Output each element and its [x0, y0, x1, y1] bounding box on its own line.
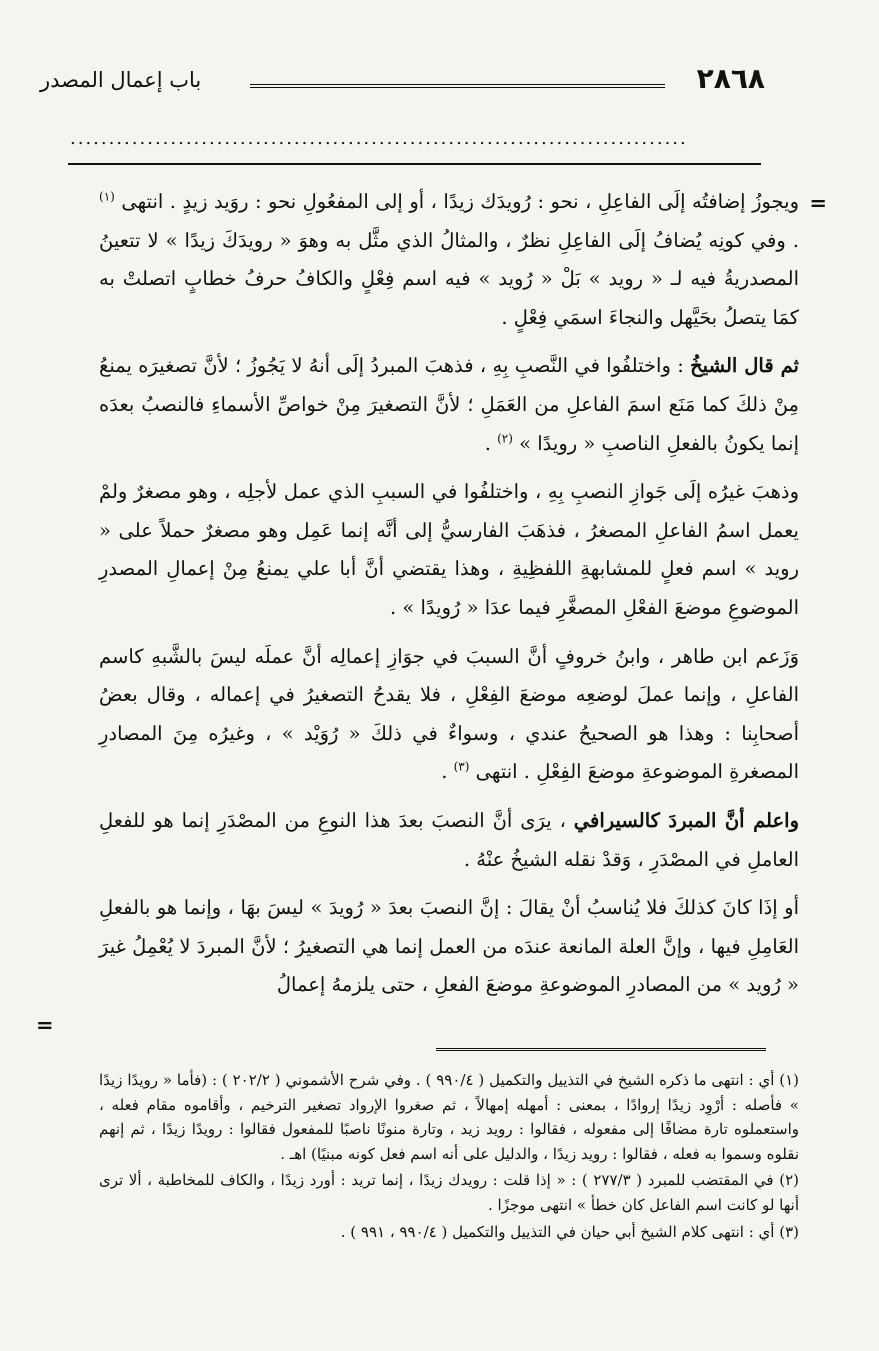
paragraph-text: وَزَعم ابن طاهر ، وابنُ خروفٍ أنَّ السببَ في جوَازِ إعمالِه أنَّ عملَه ليسَ بالشَّبهِ كاسم الفاعلِ ، وإنما عملَ لوضعِه موضعَ الفِعْلِ ، فلا يقدحُ التصغيرُ في إعماله ، وقال بعضُ أصحابِنا : وهذا هو الصحيحُ عندي ، وسواءٌ في ذلكَ « رُوَيْد » ، وغيرُه مِنَ المصادرِ المصغرةِ الموضوعةِ موضعَ الفِعْلِ . انتهى: [99, 644, 799, 784]
header-rule: [250, 84, 665, 88]
separator-rule: [68, 163, 761, 165]
footnote-ref: (٢): [497, 431, 513, 446]
footnote-ref: (١): [99, 189, 115, 204]
continuation-mark-bottom: =: [36, 1012, 54, 1037]
continuation-mark-top: =: [809, 190, 827, 215]
footnote-3: (٣) أي : انتهى كلام الشيخ أبي حيان في التذييل والتكميل ( ٩٩٠/٤ ، ٩٩١ ) .: [340, 1222, 799, 1241]
paragraph-text: وذهبَ غيرُه إلَى جَوازِ النصبِ بِهِ ، واختلفُوا في السببِ الذي عمل لأجلِه ، وهو مصغرٌ ولمْ يعمل اسمُ الفاعلِ المصغرُ ، فذهَبَ الفارسيُّ إلى أنَّه إنما عَمِل وهو مصغرٌ حملاً على « رويد » اسم فعلٍ للمشابهةِ اللفظِيةِ ، وهذا يقتضي أنَّ أبا علي يمنعُ مِنْ إعمالِ المصدرِ الموضوعِ موضعَ الفعْلِ المصغَّرِ فيما عدَا « رُويدًا » .: [99, 480, 799, 619]
dotted-separator: ................................................................................: [70, 128, 688, 149]
paragraph-6: [99, 889, 799, 1005]
main-text: [99, 183, 799, 1005]
footnote-1: (١) أي : انتهى ما ذكره الشيخ في التذييل والتكميل ( ٩٩٠/٤ ) . وفي شرح الأشموني ( ٢٠٢/٢ ) : (فأما « رويدًا زيدًا » فأصله : أرْوِد زيدًا إروادًا ، بمعنى : أمهله إمهالاً ، ثم صغروا الإرواد تصغير الترخيم ، وأقاموه مقام فعله ، واستعملوه تارة مضافًا إلى مفعوله ، فقالوا : رويد زيد ، وتارة منونًا ناصبًا للمفعول فقالوا : رويدًا زيدًا ، ثم إنهم نقلوه وسموا به فعله ، فقالوا : رويد زيدًا ، والدليل على أنه اسم فعل كونه مبنيًا) اهـ .: [99, 1071, 799, 1163]
paragraph-3: [99, 473, 799, 627]
paragraph-lead: ثم قال الشيخُ: [690, 354, 799, 378]
footnote-2: (٢) في المقتضب للمبرد ( ٢٧٧/٣ ) : « إذا قلت : رويدك زيدًا ، إنما تريد : أورد زيدًا ، والكاف للمخاطبة ، ألا ترى أنها لو كانت اسم الفاعل كان خطأ » انتهى موجزًا .: [99, 1171, 799, 1214]
paragraph-5: [99, 802, 799, 879]
footnotes: [99, 1068, 799, 1246]
paragraph-text: ، يرَى أنَّ النصبَ بعدَ هذا النوعِ من المصْدَرِ إنما هو للفعلِ العاملِ في المصْدَرِ ، وَقدْ نقله الشيخُ عنْهُ .: [99, 808, 799, 871]
paragraph-lead: واعلم أنَّ المبردَ كالسيرافي: [573, 808, 799, 832]
paragraph-text: : واختلفُوا في النَّصبِ بِهِ ، فذهبَ المبردُ إلَى أنهُ لا يَجُوزُ ؛ لأنَّ تصغيرَه يمنعُ مِنْ ذلكَ كما مَنَع اسمَ الفاعلِ من العَمَلِ ؛ لأنَّ التصغيرَ مِنْ خواصِّ الأسماءِ فالنصبُ بعدَه إنما يكونُ بالفعلِ الناصبِ « رويدًا »: [99, 354, 799, 455]
paragraph-2: [99, 347, 799, 463]
paragraph-text: أو إذَا كانَ كذلكَ فلا يُناسبُ أنْ يقالَ : إنَّ النصبَ بعدَ « رُويدَ » ليسَ بهَا ، وإنما هو بالفعلِ العَامِلِ فيها ، وإنَّ العلة المانعة عندَه من العمل إنما هي التصغيرُ ؛ لأنَّ المبردَ لا يُعْمِلُ غيرَ « رُويد » من المصادرِ الموضوعةِ موضعَ الفعلِ ، حتى يلزمهُ إعمالُ: [99, 896, 799, 997]
paragraph-text-after: .: [484, 431, 491, 455]
paragraph-text-after: . وفي كونِه يُضافُ إلَى الفاعِلِ نظرٌ ، والمثالُ الذي مثَّل به وهوَ « رويدَكَ زيدًا » لا تتعينُ المصدريةُ فيه لـ « رويد » بَلْ « رُويد » فيه اسم فِعْلٍ والكافُ حرفُ خطابٍ اتصلتْ به كمَا يتصلُ بحَيَّهل والنجاءَ اسمَي فِعْلٍ .: [99, 228, 799, 329]
paragraph-4: [99, 638, 799, 792]
footnote-rule: [436, 1048, 766, 1051]
chapter-title: باب إعمال المصدر: [40, 68, 202, 92]
paragraph-text: ويجوزُ إضافتُه إلَى الفاعِلِ ، نحو : رُويدَك زيدًا ، أو إلى المفعُولِ نحو : روَيد زيدٍ . انتهى: [121, 190, 799, 213]
paragraph-1: [99, 183, 799, 337]
paragraph-text-after: .: [441, 760, 448, 784]
page-number: ٢٨٦٨: [696, 62, 765, 95]
footnote-ref: (٣): [453, 759, 470, 774]
page-header: [40, 58, 775, 102]
